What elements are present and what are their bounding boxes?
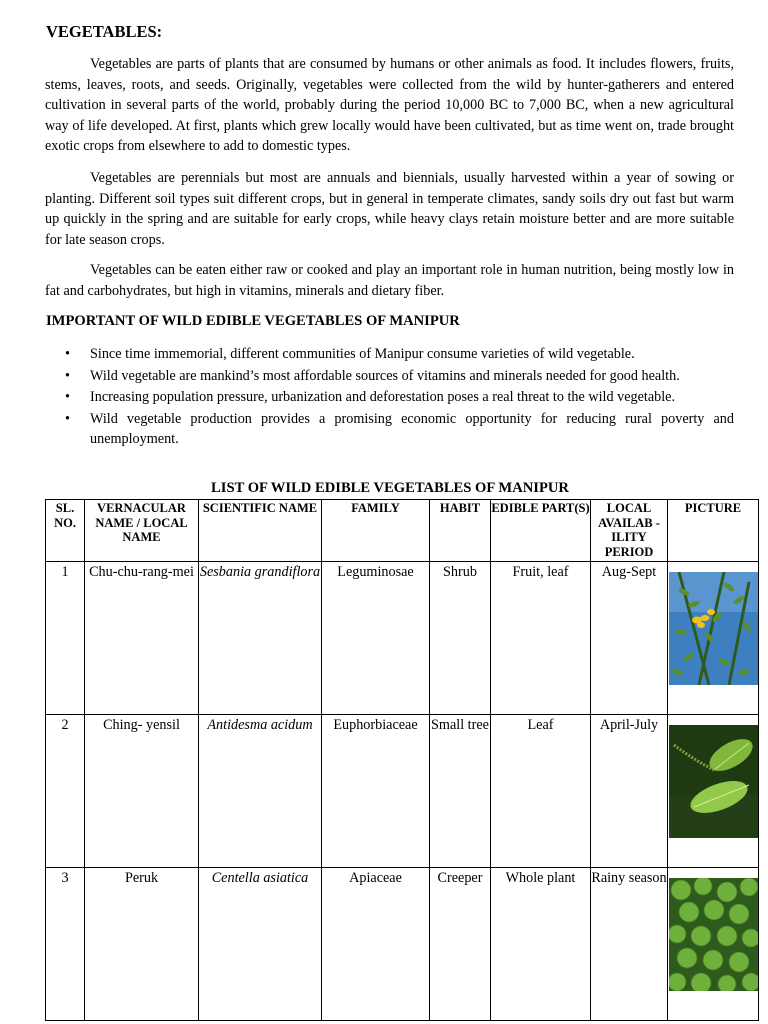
cell-scientific-name: Sesbania grandiflora [199,562,322,715]
bullet-list [45,344,734,451]
cell-scientific-name: Antidesma acidum [199,715,322,868]
header-habit: HABIT [430,500,491,562]
cell-family: Euphorbiaceae [322,715,430,868]
sesbania-grandiflora-photo [669,572,758,685]
bullet-dot-icon: • [65,410,70,427]
cell-edible-parts: Leaf [491,715,591,868]
cell-habit: Creeper [430,868,491,1021]
cell-picture [668,868,759,1021]
table-row [46,715,759,868]
paragraph-3: Vegetables can be eaten either raw or cooked and play an important role in human nutrition, being mostly low in fat and carbohydrates, but high in vitamins, minerals and dietary fiber. [45,262,734,299]
cell-sl-no: 1 [46,562,85,715]
table-title: LIST OF WILD EDIBLE VEGETABLES OF MANIPUR [211,480,569,496]
header-family: FAMILY [322,500,430,562]
table-row [46,562,759,715]
table-row [46,868,759,1021]
cell-scientific-name: Centella asiatica [199,868,322,1021]
cell-vernacular-name: Chu-chu-rang-mei [85,562,199,715]
cell-availability-period: Aug-Sept [591,562,668,715]
cell-availability-period: Rainy season [591,868,668,1021]
bullet-item [45,344,734,365]
bullet-item [45,387,734,408]
header-vernacular-name: VERNACULAR NAME / LOCAL NAME [85,500,199,562]
cell-vernacular-name: Peruk [85,868,199,1021]
paragraph-2: Vegetables are perennials but most are annuals and biennials, usually harvested within a year of sowing or planting. Different soil types suit different crops, but in general in temperate climates, sandy soils dry out fast but warm up quickly in the spring and are suitable for early crops, while heavy clays retain moisture better and are more suitable for late season crops. [45,170,734,248]
header-picture: PICTURE [668,500,759,562]
bullet-text: Since time immemorial, different communities of Manipur consume varieties of wild vegetable. [90,346,635,362]
cell-habit: Small tree [430,715,491,868]
cell-picture [668,562,759,715]
vegetables-table [45,499,759,1021]
cell-sl-no: 2 [46,715,85,868]
cell-edible-parts: Whole plant [491,868,591,1021]
cell-vernacular-name: Ching- yensil [85,715,199,868]
cell-picture [668,715,759,868]
page-title: VEGETABLES: [46,22,163,41]
header-availability-period: LOCAL AVAILAB -ILITY PERIOD [591,500,668,562]
bullet-item [45,366,734,387]
cell-family: Apiaceae [322,868,430,1021]
bullet-text: Increasing population pressure, urbanization and deforestation poses a real threat to the wild vegetable. [90,389,676,405]
header-scientific-name: SCIENTIFIC NAME [199,500,322,562]
table-header-row [46,500,759,562]
bullet-text: Wild vegetable production provides a promising economic opportunity for reducing rural poverty and unemployment. [90,410,734,447]
cell-family: Leguminosae [322,562,430,715]
bullet-item [45,409,734,450]
cell-availability-period: April-July [591,715,668,868]
bullet-text: Wild vegetable are mankind’s most affordable sources of vitamins and minerals needed for good health. [90,367,680,384]
cell-habit: Shrub [430,562,491,715]
cell-sl-no: 3 [46,868,85,1021]
paragraph-1: Vegetables are parts of plants that are consumed by humans or other animals as food. It includes flowers, fruits, stems, leaves, roots, and seeds. Originally, vegetables were collected from the wild by hunter-gatherers and entered cultivation in several parts of the world, probably during the period 10,000 BC to 7,000 BC, when a new agricultural way of life developed. At first, plants which grew locally would have been cultivated, but as time went on, trade brought exotic crops from elsewhere to add to domestic types. [45,56,734,154]
section-heading: IMPORTANT OF WILD EDIBLE VEGETABLES OF MANIPUR [46,313,460,329]
cell-edible-parts: Fruit, leaf [491,562,591,715]
bullet-dot-icon: • [65,389,70,405]
header-sl-no: SL. NO. [46,500,85,562]
centella-asiatica-photo [669,878,758,991]
antidesma-acidum-photo [669,725,758,838]
bullet-dot-icon: • [65,367,70,384]
header-edible-parts: EDIBLE PART(S) [491,500,591,562]
bullet-dot-icon: • [65,346,70,362]
